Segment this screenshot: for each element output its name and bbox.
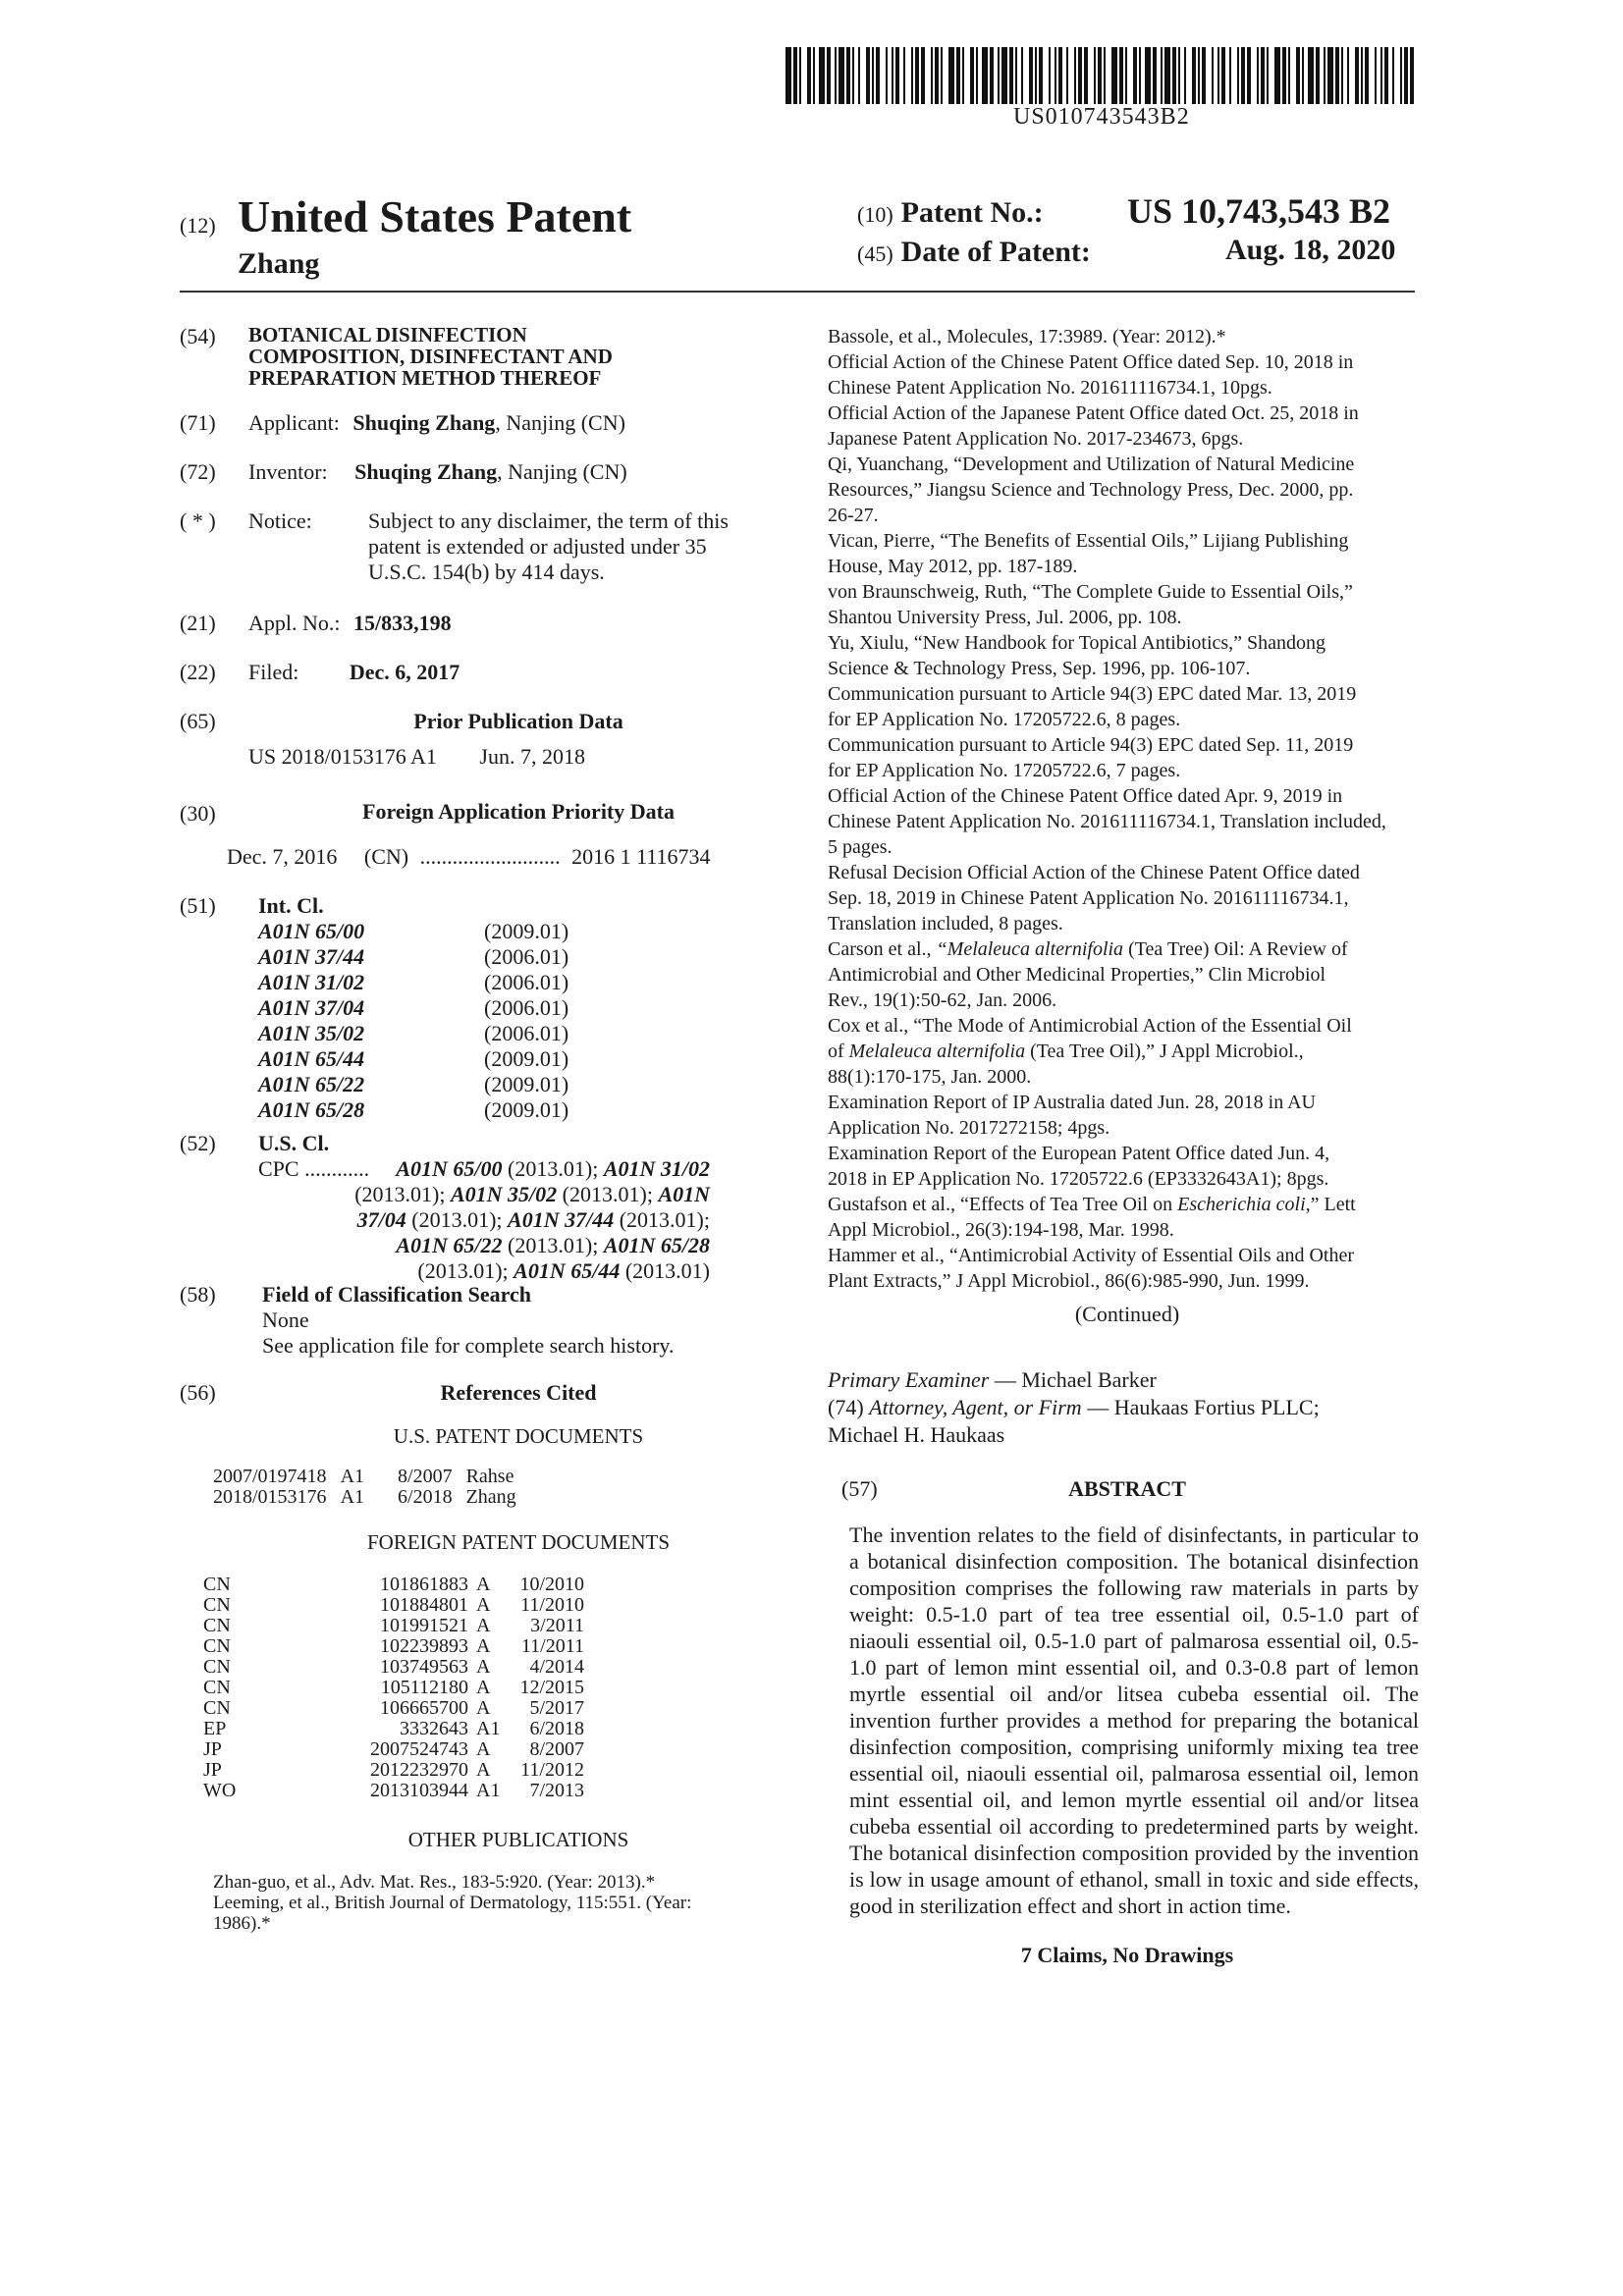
foreign-doc-no: 2012232970 — [370, 1759, 468, 1781]
abstract-heading: ABSTRACT — [1068, 1476, 1186, 1501]
publication-line: Official Action of the Chinese Patent Office dated Sep. 10, 2018 in — [828, 351, 1354, 373]
header-rule — [180, 291, 1415, 293]
field-56-references — [180, 1380, 788, 1934]
foreign-doc-no: 105112180 — [380, 1677, 468, 1698]
doc-kind: A1 — [340, 1486, 365, 1508]
search-history: See application file for complete search history. — [262, 1333, 675, 1358]
publication-line: Science & Technology Press, Sep. 1996, pp. 106-107. — [828, 658, 1251, 679]
appl-no-label: Appl. No.: — [248, 611, 341, 635]
table-row — [203, 1657, 584, 1678]
field-number: (71) — [180, 410, 216, 435]
publication-line: Plant Extracts,” J Appl Microbiol., 86(6):985-990, Jun. 1999. — [828, 1270, 1310, 1292]
field-number: (54) — [180, 324, 216, 348]
publication-line: 5 pages. — [828, 836, 893, 858]
publication-line: Shantou University Press, Jul. 2006, pp. 108. — [828, 607, 1182, 628]
publication-line: von Braunschweig, Ruth, “The Complete Guide to Essential Oils,” — [828, 581, 1353, 603]
publication-line: Refusal Decision Official Action of the Chinese Patent Office dated — [828, 862, 1360, 883]
notice-line: U.S.C. 154(b) by 414 days. — [368, 560, 605, 584]
prior-pub-date: Jun. 7, 2018 — [479, 744, 585, 769]
field-number: (72) — [180, 459, 216, 484]
field-65-prior-publication — [180, 709, 788, 791]
field-number: (74) — [828, 1395, 864, 1419]
ipc-code: A01N 37/44 — [258, 944, 365, 969]
prior-pub-number: US 2018/0153176 A1 — [248, 744, 437, 769]
publication-line: Gustafson et al., “Effects of Tea Tree Oil on Escherichia coli,” Lett — [828, 1194, 1356, 1215]
other-pubs-heading: OTHER PUBLICATIONS — [407, 1828, 629, 1851]
priority-number: 2016 1 1116734 — [571, 844, 711, 869]
ipc-code: A01N 35/02 — [258, 1021, 365, 1045]
date-of-patent-row — [857, 236, 1091, 269]
ipc-code: A01N 65/44 — [258, 1046, 365, 1071]
other-pubs-left — [213, 1872, 783, 1934]
table-row — [203, 1575, 584, 1595]
ipc-version: (2006.01) — [484, 944, 569, 969]
publication-line: Zhan-guo, et al., Adv. Mat. Res., 183-5:920. (Year: 2013).* — [213, 1872, 656, 1893]
publication-line: for EP Application No. 17205722.6, 7 pages. — [828, 760, 1181, 781]
table-row — [213, 1467, 530, 1487]
publication-line: Communication pursuant to Article 94(3) EPC dated Mar. 13, 2019 — [828, 683, 1357, 705]
field-number: (57) — [841, 1476, 878, 1501]
field-number: (51) — [180, 893, 216, 918]
patent-title-heading: United States Patent — [238, 191, 632, 241]
foreign-doc-no: 2013103944 — [370, 1780, 468, 1801]
publication-line: Application No. 2017272158; 4pgs. — [828, 1117, 1110, 1139]
priority-date: Dec. 7, 2016 — [227, 844, 338, 869]
publication-line: Official Action of the Chinese Patent Office dated Apr. 9, 2019 in — [828, 785, 1343, 807]
publication-line: 1986).* — [213, 1913, 271, 1934]
date-of-patent-label: Date of Patent: — [900, 236, 1091, 268]
foreign-doc-cc: CN — [203, 1574, 231, 1595]
ipc-code: A01N 65/00 — [258, 919, 365, 943]
foreign-doc-date: 5/2017 — [529, 1697, 584, 1719]
table-row — [203, 1781, 584, 1801]
ipc-version: (2009.01) — [484, 1072, 569, 1096]
ipc-version: (2006.01) — [484, 1021, 569, 1045]
applicant-name: Shuqing Zhang — [352, 410, 496, 435]
foreign-doc-date: 11/2012 — [520, 1759, 584, 1781]
foreign-doc-kind: A — [476, 1738, 491, 1760]
doc-date: 8/2007 — [398, 1466, 453, 1487]
publication-line: for EP Application No. 17205722.6, 8 pages. — [828, 709, 1181, 730]
foreign-doc-cc: CN — [203, 1635, 231, 1657]
field-21-appl-no — [180, 611, 788, 660]
patent-number-label: Patent No.: — [900, 196, 1044, 229]
attorney-name: Michael H. Haukaas — [828, 1422, 1005, 1447]
cpc-dots: ............ — [304, 1156, 370, 1181]
publication-line: Chinese Patent Application No. 201611116734.1, Translation included, — [828, 811, 1386, 832]
publication-line: Communication pursuant to Article 94(3) EPC dated Sep. 11, 2019 — [828, 734, 1354, 756]
foreign-doc-date: 7/2013 — [529, 1780, 584, 1801]
applicant-location: , Nanjing (CN) — [495, 410, 625, 435]
ipc-code: A01N 37/04 — [258, 995, 365, 1020]
doc-date: 6/2018 — [398, 1486, 453, 1508]
table-row — [203, 1739, 584, 1760]
doc-number: 2007/0197418 — [213, 1466, 327, 1487]
foreign-doc-cc: CN — [203, 1615, 231, 1636]
inventor-name: Shuqing Zhang — [354, 459, 498, 484]
examiner-block: Primary Examiner — Michael Barker (74) Attorney, Agent, or Firm — Haukaas Fortius PLLC; Michael H. Haukaas — [828, 1366, 1427, 1449]
table-row — [203, 1636, 584, 1657]
barcode — [785, 47, 1414, 104]
field-51-int-cl — [180, 893, 788, 1131]
field-22-filed — [180, 660, 788, 709]
field-number: (56) — [180, 1380, 216, 1405]
publication-text: Leeming, et al., British Journal of Dermatology, 115:551. (Year: — [213, 1893, 692, 1913]
publication-line: 26-27. — [828, 505, 879, 526]
title-line: COMPOSITION, DISINFECTANT AND — [248, 345, 613, 368]
field-54 — [180, 324, 788, 410]
abstract-text: The invention relates to the field of disinfectants, in particular to a botanical disinfection composition. The botanical disinfection composition comprises the following raw materials in parts by weight: 0.5-1.0 part of tea tree essential oil, 0.5-1.0 part of niaouli essential oil, 0.5-1.0 part of palmarosa essential oil, 0.5-1.0 part of lemon mint essential oil, and 0.3-0.8 part of lemon myrtle essential oil and/or litsea cubeba essential oil. The invention further provides a method for preparing the botanical disinfection composition, comprising uniformly mixing tea tree essential oil, niaouli essential oil, palmarosa essential oil, lemon mint essential oil, and lemon myrtle essential oil and/or litsea cubeba essential oil according to predetermined parts by weight. The botanical disinfection composition provided by the invention is low in usage amount of ethanol, small in toxic and side effects, good in sterilization effect and short in action time. — [849, 1522, 1419, 1918]
field-number: ( * ) — [180, 508, 216, 533]
foreign-doc-no: 106665700 — [380, 1697, 468, 1719]
us-docs-heading: U.S. PATENT DOCUMENTS — [393, 1424, 644, 1448]
us-cl-heading: U.S. Cl. — [258, 1131, 330, 1155]
us-docs-table — [213, 1467, 530, 1508]
applicant-label: Applicant: — [248, 410, 340, 435]
foreign-doc-cc: WO — [203, 1780, 237, 1801]
foreign-priority-row — [227, 844, 788, 870]
field-72-inventor — [180, 459, 788, 508]
publication-line: Appl Microbiol., 26(3):194-198, Mar. 1998. — [828, 1219, 1174, 1241]
prior-publication-row — [248, 744, 788, 770]
publication-line: Antimicrobial and Other Medicinal Properties,” Clin Microbiol — [828, 964, 1326, 986]
foreign-doc-kind: A — [476, 1615, 491, 1636]
foreign-doc-kind: A — [476, 1697, 491, 1719]
publication-line: Qi, Yuanchang, “Development and Utilization of Natural Medicine — [828, 454, 1355, 475]
doc-name: Rahse — [465, 1466, 514, 1487]
doc-number: 2018/0153176 — [213, 1486, 327, 1508]
foreign-doc-cc: EP — [203, 1718, 227, 1739]
claims-summary: 7 Claims, No Drawings — [1020, 1943, 1234, 1967]
other-pubs-right-cont — [828, 936, 1427, 1294]
foreign-doc-no: 102239893 — [380, 1635, 468, 1657]
publication-line: Cox et al., “The Mode of Antimicrobial Action of the Essential Oil — [828, 1015, 1352, 1037]
field-number: (30) — [180, 801, 216, 826]
foreign-doc-no: 101861883 — [380, 1574, 468, 1595]
foreign-doc-kind: A — [476, 1574, 491, 1595]
doc-kind: A1 — [340, 1466, 365, 1487]
foreign-doc-no: 3332643 — [400, 1718, 468, 1739]
publication-line: Bassole, et al., Molecules, 17:3989. (Year: 2012).* — [828, 326, 1226, 347]
patent-number-row — [857, 196, 1044, 230]
notice-text — [368, 508, 788, 585]
publication-line: Vican, Pierre, “The Benefits of Essential Oils,” Lijiang Publishing — [828, 530, 1349, 552]
foreign-doc-cc: CN — [203, 1594, 231, 1616]
filed-label: Filed: — [248, 660, 299, 684]
foreign-doc-kind: A — [476, 1594, 491, 1616]
notice-line: Subject to any disclaimer, the term of this — [368, 508, 729, 533]
field-number: (21) — [180, 611, 216, 635]
left-column — [180, 324, 788, 1934]
publication-line: Hammer et al., “Antimicrobial Activity of Essential Oils and Other — [828, 1245, 1354, 1266]
title-line: PREPARATION METHOD THEREOF — [248, 366, 602, 390]
inventor-location: , Nanjing (CN) — [497, 459, 627, 484]
table-row — [213, 1487, 530, 1508]
foreign-docs-table — [203, 1575, 584, 1801]
foreign-doc-no: 103749563 — [380, 1656, 468, 1678]
publication-line: Japanese Patent Application No. 2017-234673, 6pgs. — [828, 428, 1244, 450]
examiner-label: Primary Examiner — [828, 1367, 990, 1392]
table-row — [203, 1760, 584, 1781]
foreign-doc-cc: CN — [203, 1697, 231, 1719]
publication-line: Examination Report of the European Patent Office dated Jun. 4, — [828, 1143, 1330, 1164]
publication-line — [213, 1893, 783, 1913]
patent-number-code: (10) — [857, 202, 893, 227]
ipc-code: A01N 31/02 — [258, 970, 365, 994]
publication-line: Translation included, 8 pages. — [828, 913, 1063, 934]
foreign-doc-kind: A — [476, 1759, 491, 1781]
appl-no-value: 15/833,198 — [353, 611, 452, 635]
notice-line: patent is extended or adjusted under 35 — [368, 534, 707, 559]
field-71-applicant — [180, 410, 788, 459]
priority-country: (CN) — [363, 844, 409, 869]
foreign-doc-date: 4/2014 — [529, 1656, 584, 1678]
publication-line: 88(1):170-175, Jan. 2000. — [828, 1066, 1032, 1088]
foreign-doc-kind: A — [476, 1656, 491, 1678]
barcode-bar — [1410, 47, 1414, 104]
patent-number-value: US 10,743,543 B2 — [1127, 191, 1391, 231]
kind-code-number: (12) — [180, 213, 216, 238]
table-row — [203, 1719, 584, 1739]
foreign-doc-no: 101991521 — [380, 1615, 468, 1636]
field-number: (52) — [180, 1131, 216, 1155]
ipc-version: (2009.01) — [484, 1097, 569, 1122]
foreign-priority-heading: Foreign Application Priority Data — [362, 799, 675, 824]
foreign-docs-heading: FOREIGN PATENT DOCUMENTS — [366, 1530, 671, 1554]
publication-line: Chinese Patent Application No. 201611116734.1, 10pgs. — [828, 377, 1272, 399]
ipc-version: (2006.01) — [484, 995, 569, 1020]
foreign-doc-kind: A — [476, 1635, 491, 1657]
publication-line: Official Action of the Japanese Patent Office dated Oct. 25, 2018 in — [828, 402, 1359, 424]
publication-line: 2018 in EP Application No. 17205722.6 (EP3332643A1); 8pgs. — [828, 1168, 1329, 1190]
doc-name: Zhang — [465, 1486, 516, 1508]
header-inventor: Zhang — [238, 247, 320, 280]
invention-title — [248, 324, 788, 389]
foreign-doc-no: 101884801 — [380, 1594, 468, 1616]
right-column — [828, 324, 1427, 1968]
foreign-doc-no: 2007524743 — [370, 1738, 468, 1760]
publication-line: of Melaleuca alternifolia (Tea Tree Oil),” J Appl Microbiol., — [828, 1041, 1304, 1062]
ipc-code: A01N 65/22 — [258, 1072, 365, 1096]
foreign-doc-cc: CN — [203, 1677, 231, 1698]
filed-value: Dec. 6, 2017 — [349, 660, 460, 684]
publication-line: House, May 2012, pp. 187-189. — [828, 556, 1078, 577]
foreign-doc-kind: A1 — [476, 1780, 501, 1801]
cpc-label: CPC — [258, 1156, 299, 1181]
publication-line: Yu, Xiulu, “New Handbook for Topical Antibiotics,” Shandong — [828, 632, 1326, 654]
int-cl-heading: Int. Cl. — [258, 893, 324, 918]
foreign-doc-kind: A1 — [476, 1718, 501, 1739]
abstract-section — [828, 1476, 1427, 1968]
int-cl-list — [258, 919, 788, 1123]
publication-line: Rev., 19(1):50-62, Jan. 2006. — [828, 989, 1057, 1011]
attorney-label: Attorney, Agent, or Firm — [869, 1395, 1082, 1419]
table-row — [203, 1595, 584, 1616]
foreign-doc-date: 11/2010 — [520, 1594, 584, 1616]
foreign-doc-date: 12/2015 — [519, 1677, 584, 1698]
priority-dots: .......................... — [419, 844, 561, 869]
continued-label: (Continued) — [1074, 1302, 1180, 1326]
date-of-patent-value: Aug. 18, 2020 — [1225, 234, 1396, 266]
inventor-label: Inventor: — [248, 459, 328, 484]
search-heading: Field of Classification Search — [262, 1282, 531, 1307]
publication-number: US010743543B2 — [1013, 104, 1190, 130]
field-58-search — [180, 1282, 788, 1380]
publication-line: Carson et al., “Melaleuca alternifolia (Tea Tree) Oil: A Review of — [828, 938, 1348, 960]
foreign-doc-date: 6/2018 — [529, 1718, 584, 1739]
examiner-name: Michael Barker — [1021, 1367, 1157, 1392]
search-none: None — [262, 1308, 309, 1332]
notice-label: Notice: — [248, 508, 312, 533]
field-30-foreign-priority — [180, 791, 788, 880]
cpc-classification: CPC ............ A01N 65/00 (2013.01); A01N 31/02 (2013.01); A01N 35/02 (2013.01); A01N 37/04 (2013.01); A01N 37/44 (2013.01); A01N 65/22 (2013.01); A01N 65/28 (2013.01); A01N 65/44 (2013.01) — [258, 1156, 710, 1283]
title-line: BOTANICAL DISINFECTION — [248, 323, 527, 347]
ipc-version: (2006.01) — [484, 970, 569, 994]
references-heading: References Cited — [440, 1380, 597, 1405]
foreign-doc-cc: JP — [203, 1738, 222, 1760]
foreign-doc-cc: JP — [203, 1759, 222, 1781]
foreign-doc-date: 11/2011 — [520, 1635, 584, 1657]
field-notice — [180, 508, 788, 611]
field-number: (65) — [180, 709, 216, 733]
foreign-doc-date: 10/2010 — [519, 1574, 584, 1595]
publication-line: Examination Report of IP Australia dated Jun. 28, 2018 in AU — [828, 1092, 1316, 1113]
field-number: (22) — [180, 660, 216, 684]
field-number: (58) — [180, 1282, 216, 1307]
ipc-version: (2009.01) — [484, 919, 569, 943]
table-row — [203, 1678, 584, 1698]
foreign-doc-date: 8/2007 — [529, 1738, 584, 1760]
table-row — [203, 1698, 584, 1719]
publication-line: Resources,” Jiangsu Science and Technology Press, Dec. 2000, pp. — [828, 479, 1354, 501]
ipc-code: A01N 65/28 — [258, 1097, 365, 1122]
foreign-doc-kind: A — [476, 1677, 491, 1698]
table-row — [203, 1616, 584, 1636]
foreign-doc-date: 3/2011 — [530, 1615, 584, 1636]
publication-line: Sep. 18, 2019 in Chinese Patent Application No. 201611116734.1, — [828, 887, 1349, 909]
field-52-us-cl — [180, 1131, 788, 1282]
foreign-doc-cc: CN — [203, 1656, 231, 1678]
attorney-firm: Haukaas Fortius PLLC; — [1113, 1395, 1320, 1419]
prior-publication-heading: Prior Publication Data — [413, 709, 623, 733]
other-pubs-right — [828, 324, 1427, 936]
ipc-version: (2009.01) — [484, 1046, 569, 1071]
date-code: (45) — [857, 241, 893, 266]
